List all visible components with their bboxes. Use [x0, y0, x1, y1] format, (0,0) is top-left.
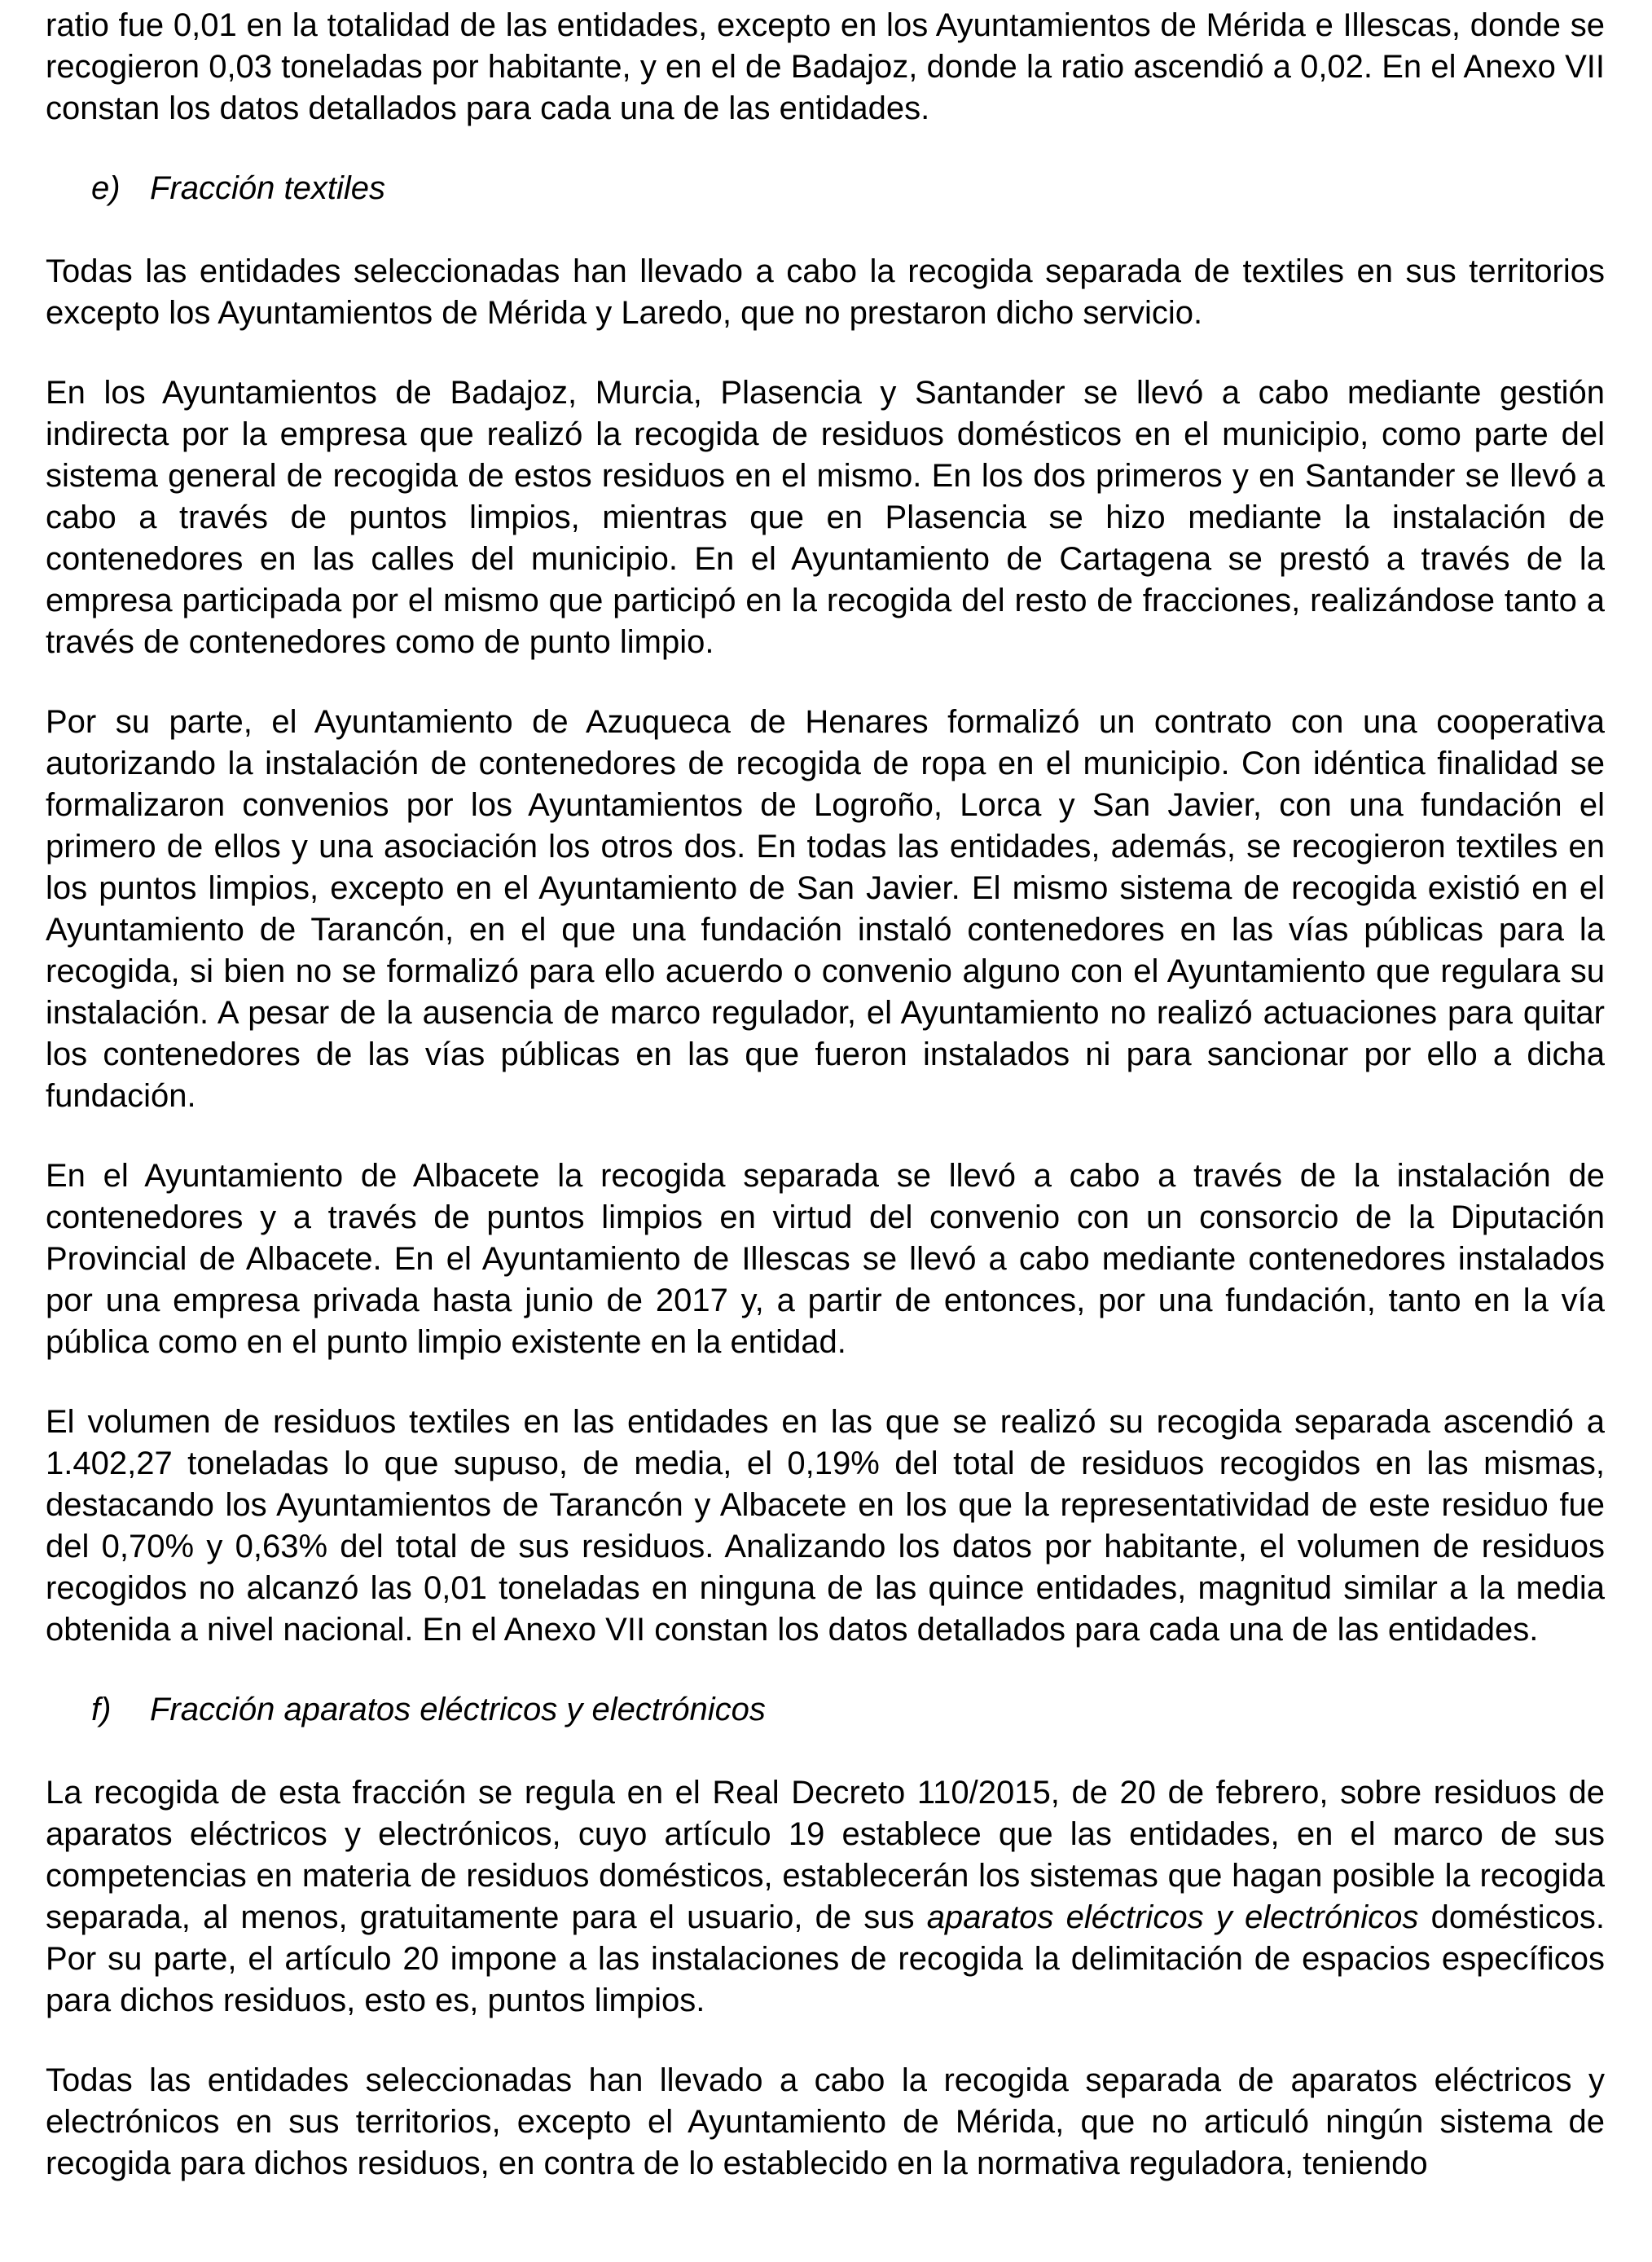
document-page: [46, 5, 1605, 2223]
paragraph-electronics-1-start: La recogida de esta fracción se regula en el Real Decreto 110/2015, de 20 de febrero, sobre residuos de aparatos eléctricos y electrónicos, cuyo artículo 19 establece que las entidades, en el marco de sus competencias en materia de residuos domésticos, establecerán los sistemas que hagan posible la recogida separada, al menos, gratuitamente para el usuario, de sus: [46, 1775, 1605, 1935]
section-heading-electronics: [91, 1689, 1605, 1731]
section-marker-f: f): [91, 1692, 112, 1727]
paragraph-electronics-2: Todas las entidades seleccionadas han llevado a cabo la recogida separada de aparatos eléctricos y electrónicos en sus territorios, excepto el Ayuntamiento de Mérida, que no articuló ningún sistema de recogida para dichos residuos, en contra de lo establecido en la normativa reguladora, teniendo: [46, 2062, 1605, 2181]
section-title-electronics: Fracción aparatos eléctricos y electrónicos: [150, 1692, 766, 1727]
section-heading-textiles: [91, 168, 1605, 209]
paragraph-textiles-2: En los Ayuntamientos de Badajoz, Murcia, Plasencia y Santander se llevó a cabo mediante gestión indirecta por la empresa que realizó la recogida de residuos domésticos en el municipio, como parte del sistema general de recogida de estos residuos en el mismo. En los dos primeros y en Santander se llevó a cabo a través de puntos limpios, mientras que en Plasencia se hizo mediante la instalación de contenedores en las calles del municipio. En el Ayuntamiento de Cartagena se prestó a través de la empresa participada por el mismo que participó en la recogida del resto de fracciones, realizándose tanto a través de contenedores como de punto limpio.: [46, 375, 1605, 660]
paragraph-textiles-5: El volumen de residuos textiles en las entidades en las que se realizó su recogida separada ascendió a 1.402,27 toneladas lo que supuso, de media, el 0,19% del total de residuos recogidos en las mismas, destacando los Ayuntamientos de Tarancón y Albacete en los que la representatividad de este residuo fue del 0,70% y 0,63% del total de sus residuos. Analizando los datos por habitante, el volumen de residuos recogidos no alcanzó las 0,01 toneladas en ninguna de las quince entidades, magnitud similar a la media obtenida a nivel nacional. En el Anexo VII constan los datos detallados para cada una de las entidades.: [46, 1404, 1605, 1648]
paragraph-intro: ratio fue 0,01 en la totalidad de las entidades, excepto en los Ayuntamientos de Mérida e Illescas, donde se recogieron 0,03 toneladas por habitante, y en el de Badajoz, donde la ratio ascendió a 0,02. En el Anexo VII constan los datos detallados para cada una de las entidades.: [46, 7, 1605, 126]
paragraph-textiles-4: En el Ayuntamiento de Albacete la recogida separada se llevó a cabo a través de la instalación de contenedores y a través de puntos limpios en virtud del convenio con un consorcio de la Diputación Provincial de Albacete. En el Ayuntamiento de Illescas se llevó a cabo mediante contenedores instalados por una empresa privada hasta junio de 2017 y, a partir de entonces, por una fundación, tanto en la vía pública como en el punto limpio existente en la entidad.: [46, 1158, 1605, 1360]
paragraph-electronics-1: [46, 1772, 1605, 2022]
paragraph-textiles-3: Por su parte, el Ayuntamiento de Azuqueca de Henares formalizó un contrato con una cooperativa autorizando la instalación de contenedores de recogida de ropa en el municipio. Con idéntica finalidad se formalizaron convenios por los Ayuntamientos de Logroño, Lorca y San Javier, con una fundación el primero de ellos y una asociación los otros dos. En todas las entidades, además, se recogieron textiles en los puntos limpios, excepto en el Ayuntamiento de San Javier. El mismo sistema de recogida existió en el Ayuntamiento de Tarancón, en el que una fundación instaló contenedores en las vías públicas para la recogida, si bien no se formalizó para ello acuerdo o convenio alguno con el Ayuntamiento que regulara su instalación. A pesar de la ausencia de marco regulador, el Ayuntamiento no realizó actuaciones para quitar los contenedores de las vías públicas en las que fueron instalados ni para sancionar por ello a dicha fundación.: [46, 704, 1605, 1114]
section-title-textiles: Fracción textiles: [150, 170, 385, 206]
paragraph-electronics-1-italic: aparatos eléctricos y electrónicos: [926, 1899, 1419, 1935]
section-marker-e: e): [91, 170, 121, 206]
paragraph-textiles-1: Todas las entidades seleccionadas han llevado a cabo la recogida separada de textiles en sus territorios excepto los Ayuntamientos de Mérida y Laredo, que no prestaron dicho servicio.: [46, 253, 1605, 331]
paragraph-electronics-1-end: domésticos. Por su parte, el artículo 20 impone a las instalaciones de recogida la delimitación de espacios específicos para dichos residuos, esto es, puntos limpios.: [46, 1899, 1606, 2018]
